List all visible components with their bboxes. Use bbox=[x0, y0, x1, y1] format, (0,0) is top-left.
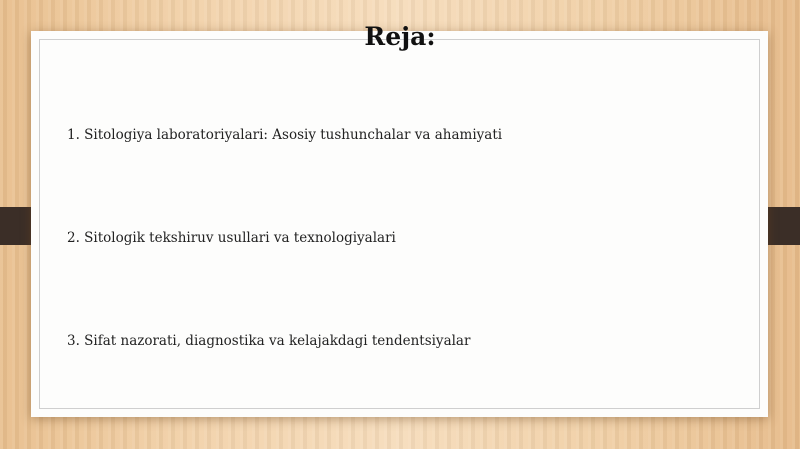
slide-paper bbox=[31, 31, 768, 417]
agenda-item-3: 3. Sifat nazorati, diagnostika va kelajakdagi tendentsiyalar bbox=[67, 333, 471, 349]
agenda-item-1: 1. Sitologiya laboratoriyalari: Asosiy tushunchalar va ahamiyati bbox=[67, 127, 503, 143]
slide-inner-border bbox=[39, 39, 760, 409]
slide-title: Reja: bbox=[364, 22, 436, 51]
agenda-item-2: 2. Sitologik tekshiruv usullari va texnologiyalari bbox=[67, 230, 396, 246]
